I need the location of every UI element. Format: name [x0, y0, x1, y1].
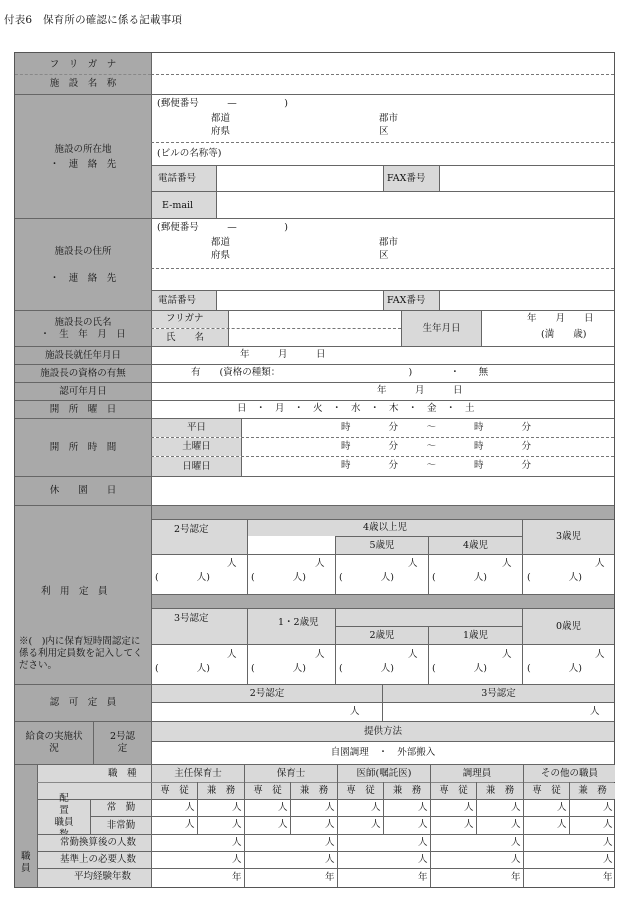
postal-code-label: (郵便番号 — ) [157, 98, 288, 109]
director-tel-field[interactable] [217, 291, 383, 310]
facility-address-label: 施設の所在地 ・ 連 絡 先 [15, 95, 151, 219]
qualification-value: 有 (資格の種類： ) ・ 無 [191, 367, 489, 378]
form-title: 付表6 保育所の確認に係る記載事項 [4, 14, 183, 26]
fax-label: FAX番号 [383, 166, 439, 191]
staff-label: 職員 [15, 765, 37, 887]
closed-days-field[interactable] [152, 477, 614, 505]
staff-role-header: 医師(嘱託医) [338, 765, 430, 782]
staff-role-header: 調理員 [431, 765, 523, 782]
staff-role-header: 主任保育士 [152, 765, 244, 782]
director-tel-label: 電話番号 [152, 291, 216, 310]
tel-label: 電話番号 [152, 166, 216, 191]
building-name-label: (ビルの名称等) [157, 148, 222, 159]
appointment-date-value: 年 月 日 [240, 349, 326, 360]
fax-field[interactable] [440, 166, 614, 191]
director-address-label: 施設長の住所 ・ 連 絡 先 [15, 219, 151, 311]
staff-role-header: 保育士 [245, 765, 337, 782]
facility-form: フ リ ガ ナ 施 設 名 称 施設の所在地 ・ 連 絡 先 (郵便番号 — ) 都道 府県 郡市 区 (ビルの名称等) 電話番号 FAX番号 E-mail 施設長の住所 ・ 連 絡 先 (郵便番号 — ) 都道 府県 郡市 区 電話番号 FAX番号 施設長の氏名 ・ 生 年 月 日 フリガナ 氏 名 生年月日 年 月 日 (満 歳) 施設長就任年月日 年 月 日 施設長の資格の有無 有 (資格の種類： ) ・ 無 認可年月日 年 月 日 開 所 曜 日 日 ・ 月 ・ 火 ・ 水 ・ 木 ・ 金 ・ 土 開 所 時 間 平日 土曜日 日曜日 時 分 〜 時 分 時 分 〜 時 分 時 分 〜 時 分 休 園 日 利 用 定 員 ※( )内に保育短時間認定に係る利用定員数を記入してください。 2号認定 4歳以上児 5歳児 4歳児 3歳児 人 ( 人) 人 ( 人) 人 ( 人) 人 ( 人) 人 ( 人) 3号認定 1・2歳児 2歳児 1歳児 0歳児 人 ( 人) 人 ( 人) 人 ( 人) 人 ( 人) 人 ( 人) 認 可 定 員 2号認定 3号認定 人 人 給食の実施状況 2号認定 提供方法 自園調理 ・ 外部搬入 職員 職 種 配 置 職員 常 勤 非常勤 常勤換算後の人数 基準上の必要人数 平均経験年数 主任保育士 専 従 兼 務 人 人 人 人 人 人 年 保育士 専 従 兼 務 人 人 人 人 人 人 年 医師(嘱託医) 専 従 兼 務 人 人 人 人 人 人 年 調理員 専 従 兼 務 人 人 人 人 人 人 年 その他の職員 専 従 兼 務 人 人 人 人 人 人 年 [14, 52, 615, 888]
director-name-label: 施設長の氏名 ・ 生 年 月 日 [15, 311, 151, 347]
facility-name-label: フ リ ガ ナ 施 設 名 称 [15, 53, 151, 95]
opening-days-value: 日 ・ 月 ・ 火 ・ 水 ・ 木 ・ 金 ・ 土 [237, 403, 475, 414]
approval-date-value: 年 月 日 [377, 385, 463, 396]
email-field[interactable] [217, 192, 614, 219]
email-label: E-mail [152, 192, 216, 219]
staff-role-header: その他の職員 [524, 765, 615, 782]
capacity-label: 利 用 定 員 ※( )内に保育短時間認定に係る利用定員数を記入してください。 [15, 506, 151, 684]
tel-field[interactable] [217, 166, 383, 191]
director-fax-label: FAX番号 [383, 291, 439, 310]
facility-name-field[interactable] [151, 53, 614, 95]
birthdate-label: 生年月日 [402, 311, 481, 347]
